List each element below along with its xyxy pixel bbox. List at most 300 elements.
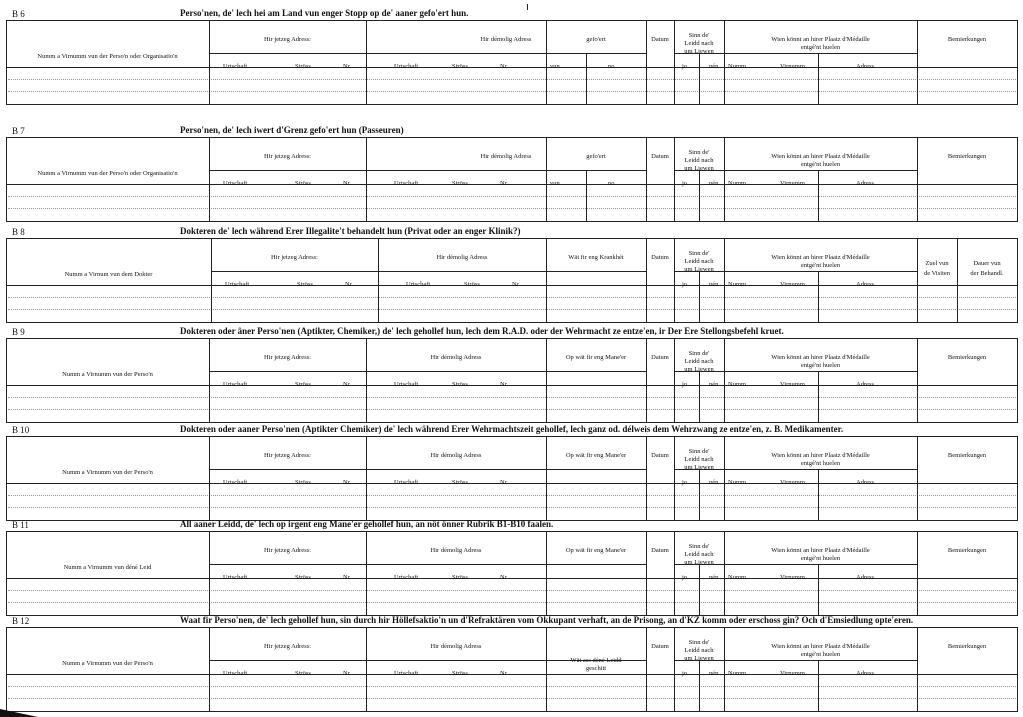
surname-header: Numm <box>728 670 747 677</box>
entry-cell[interactable] <box>647 603 673 614</box>
entry-cell[interactable] <box>212 310 377 321</box>
town-header: Urtschaft <box>394 479 419 486</box>
entry-cell[interactable] <box>7 386 208 397</box>
name-header: Numm a Virnumm vun der Perso'n oder Organisatio'n <box>37 53 178 60</box>
street-header: Ströss <box>452 63 468 70</box>
no-header: nén <box>709 63 719 70</box>
rule-v <box>1017 137 1018 221</box>
duration-l2: der Behandl. <box>970 270 1004 277</box>
entry-cell[interactable] <box>210 579 365 590</box>
entry-cell[interactable] <box>725 675 916 686</box>
section-table <box>6 238 1018 323</box>
entry-cell[interactable] <box>547 591 645 602</box>
entry-cell[interactable] <box>918 92 1016 103</box>
name-header: Numm a Virnumm vun der Perso'n <box>62 371 153 378</box>
entry-cell[interactable] <box>367 209 545 220</box>
entry-cell[interactable] <box>7 579 208 590</box>
entry-cell[interactable] <box>918 675 1016 686</box>
remarks-header: Bemierkungen <box>947 36 987 43</box>
entry-cell[interactable] <box>918 197 1016 208</box>
rule-h <box>6 531 1018 532</box>
entry-cell[interactable] <box>212 298 377 309</box>
entry-cell[interactable] <box>547 68 645 79</box>
entry-cell[interactable] <box>918 603 1016 614</box>
town-header: Urtschaft <box>223 63 248 70</box>
date-header: Datum <box>651 452 669 459</box>
entry-cell[interactable] <box>212 286 377 297</box>
date-header: Datum <box>651 254 669 261</box>
entry-cell[interactable] <box>725 310 916 321</box>
section-title: All aaner Leidd, de' lech op irgent eng Mane'er gehollef hun, an nöt önner Rubrik B1-B10 faalen. <box>180 519 554 529</box>
entry-cell[interactable] <box>547 508 645 519</box>
town-header: Urtschaft <box>394 574 419 581</box>
remarks-header: Bemierkungen <box>947 547 987 554</box>
entry-cell[interactable] <box>647 687 673 698</box>
entry-cell[interactable] <box>367 185 545 196</box>
entry-cell[interactable] <box>725 80 916 91</box>
street-header: Ströss <box>452 670 468 677</box>
section-header <box>6 226 1018 237</box>
entry-cell[interactable] <box>547 675 645 686</box>
entry-cell[interactable] <box>918 508 1016 519</box>
entry-cell[interactable] <box>918 398 1016 409</box>
entry-cell[interactable] <box>547 209 645 220</box>
entry-cell[interactable] <box>647 675 673 686</box>
entry-cell[interactable] <box>918 496 1016 507</box>
entry-cell[interactable] <box>210 591 365 602</box>
remarks-header: Bemierkungen <box>947 452 987 459</box>
surname-header: Numm <box>728 63 747 70</box>
entry-cell[interactable] <box>547 197 645 208</box>
current-address-header: Hir jetzeg Adress: <box>264 643 311 650</box>
medal-l1: Wien könnt an hirer Plaatz d'Médaille <box>771 254 870 261</box>
entry-cell[interactable] <box>675 591 723 602</box>
address-header: Adress <box>856 479 875 486</box>
entry-cell[interactable] <box>210 209 365 220</box>
section-b6 <box>6 8 1018 105</box>
entry-cell[interactable] <box>547 398 645 409</box>
entry-cell[interactable] <box>675 496 723 507</box>
entry-cell[interactable] <box>647 699 673 710</box>
section-title: Waat fir Perso'nen, de' lech gehollef hun, sin durch hir Höllefsaktio'n un d'Refraktären vom Okkupant verhaft, an de Prisong, an d'KZ komm oder erschoss gin? Och d'Emsiedlung opte'eren. <box>180 615 914 625</box>
entry-cell[interactable] <box>7 68 208 79</box>
number-header: Nr <box>500 670 507 677</box>
entry-cell[interactable] <box>675 185 723 196</box>
from-header: vun <box>550 180 560 187</box>
current-address-header: Hir jetzeg Adress: <box>264 36 311 43</box>
rule-h <box>211 271 646 272</box>
entry-cell[interactable] <box>7 310 210 321</box>
entry-cell[interactable] <box>918 209 1016 220</box>
medal-l1: Wien könnt an hirer Plaatz d'Médaille <box>771 643 870 650</box>
remarks-header: Bemierkungen <box>947 153 987 160</box>
entry-cell[interactable] <box>725 68 916 79</box>
entry-cell[interactable] <box>547 80 645 91</box>
entry-cell[interactable] <box>367 687 545 698</box>
section-code: B 11 <box>12 520 29 530</box>
entry-cell[interactable] <box>547 603 645 614</box>
entry-cell[interactable] <box>675 398 723 409</box>
entry-cell[interactable] <box>725 298 916 309</box>
entry-cell[interactable] <box>210 484 365 495</box>
entry-cell[interactable] <box>647 68 673 79</box>
entry-cell[interactable] <box>675 699 723 710</box>
entry-cell[interactable] <box>647 310 673 321</box>
rule-h <box>209 53 646 54</box>
entry-cell[interactable] <box>647 410 673 421</box>
entry-cell[interactable] <box>367 675 545 686</box>
entry-cell[interactable] <box>725 699 916 710</box>
entry-cell[interactable] <box>367 80 545 91</box>
rule-h <box>6 238 1018 239</box>
entry-cell[interactable] <box>647 484 673 495</box>
entry-cell[interactable] <box>725 591 916 602</box>
rule-v <box>1017 20 1018 104</box>
manner-header: Op wät fir eng Mane'er <box>565 452 627 459</box>
entry-cell[interactable] <box>7 484 208 495</box>
street-header: Ströss <box>295 63 311 70</box>
rule-v <box>1017 531 1018 615</box>
firstname-header: Virnumm <box>780 574 805 581</box>
sense-l2: Leidd nach <box>684 551 714 558</box>
town-header: Urtschaft <box>394 381 419 388</box>
entry-cell[interactable] <box>958 298 1016 309</box>
entry-cell[interactable] <box>210 687 365 698</box>
entry-cell[interactable] <box>647 286 673 297</box>
entry-cell[interactable] <box>725 410 916 421</box>
town-header: Urtschaft <box>223 574 248 581</box>
entry-cell[interactable] <box>367 68 545 79</box>
section-code: B 9 <box>12 327 25 337</box>
surname-header: Numm <box>728 574 747 581</box>
entry-cell[interactable] <box>675 484 723 495</box>
current-address-header: Hir jetzeg Adress: <box>264 547 311 554</box>
entry-cell[interactable] <box>7 92 208 103</box>
surname-header: Numm <box>728 381 747 388</box>
entry-cell[interactable] <box>918 386 1016 397</box>
rule-h <box>6 137 1018 138</box>
entry-cell[interactable] <box>547 496 645 507</box>
entry-cell[interactable] <box>7 298 210 309</box>
street-header: Ströss <box>452 574 468 581</box>
entry-cell[interactable] <box>675 410 723 421</box>
address-header: Adress <box>856 670 875 677</box>
rule-h <box>6 221 1018 222</box>
section-b7 <box>6 125 1018 222</box>
entry-cell[interactable] <box>367 197 545 208</box>
former-address-header: Hir démolig Adress <box>430 643 482 650</box>
rule-v <box>1017 627 1018 711</box>
remarks-header: Bemierkungen <box>947 354 987 361</box>
section-header <box>6 326 1018 337</box>
entry-cell[interactable] <box>918 68 1016 79</box>
surname-header: Numm <box>728 180 747 187</box>
entry-cell[interactable] <box>725 92 916 103</box>
visits-l1: Zuel vun <box>925 260 949 267</box>
section-table <box>6 20 1018 105</box>
entry-cell[interactable] <box>647 591 673 602</box>
what-happened-l2: geschitt <box>585 665 607 672</box>
name-header: Numm a Virnumm vun déné Leid <box>63 564 152 571</box>
entry-cell[interactable] <box>647 496 673 507</box>
medal-l2: entgé'nt huelen <box>800 161 841 168</box>
entry-cell[interactable] <box>7 603 208 614</box>
date-header: Datum <box>651 354 669 361</box>
entry-cell[interactable] <box>379 286 545 297</box>
entry-cell[interactable] <box>547 410 645 421</box>
entry-cell[interactable] <box>367 699 545 710</box>
entry-cell[interactable] <box>647 298 673 309</box>
entry-cell[interactable] <box>725 185 916 196</box>
entry-cell[interactable] <box>7 508 208 519</box>
entry-cell[interactable] <box>675 675 723 686</box>
street-header: Ströss <box>297 281 313 288</box>
duration-l1: Dauer vun <box>973 260 1001 267</box>
number-header: Nr <box>500 574 507 581</box>
entry-cell[interactable] <box>210 92 365 103</box>
number-header: Nr <box>343 63 350 70</box>
section-b10 <box>6 424 1018 521</box>
town-header: Urtschaft <box>223 381 248 388</box>
entry-cell[interactable] <box>547 579 645 590</box>
entry-cell[interactable] <box>647 386 673 397</box>
section-header <box>6 519 1018 530</box>
sense-l1: Sinn de' <box>688 149 710 156</box>
no-header: nén <box>709 670 719 677</box>
section-code: B 7 <box>12 126 25 136</box>
entry-cell[interactable] <box>210 508 365 519</box>
number-header: Nr <box>343 479 350 486</box>
address-header: Adress <box>856 281 875 288</box>
rule-h <box>6 436 1018 437</box>
no-header: nén <box>709 479 719 486</box>
address-header: Adress <box>856 381 875 388</box>
no-header: nén <box>709 180 719 187</box>
no-header: nén <box>709 574 719 581</box>
entry-cell[interactable] <box>367 508 545 519</box>
entry-cell[interactable] <box>647 80 673 91</box>
what-happened-l1: Wät ass déné Leidd <box>570 657 622 664</box>
entry-cell[interactable] <box>7 410 208 421</box>
entry-cell[interactable] <box>675 197 723 208</box>
entry-cell[interactable] <box>367 484 545 495</box>
entry-cell[interactable] <box>367 496 545 507</box>
medal-l2: entgé'nt huelen <box>800 460 841 467</box>
entry-cell[interactable] <box>547 699 645 710</box>
entry-cell[interactable] <box>647 92 673 103</box>
firstname-header: Virnumm <box>780 180 805 187</box>
entry-cell[interactable] <box>675 209 723 220</box>
entry-cell[interactable] <box>379 310 545 321</box>
number-header: Nr <box>345 281 352 288</box>
entry-cell[interactable] <box>7 80 208 91</box>
entry-cell[interactable] <box>725 398 916 409</box>
entry-cell[interactable] <box>958 286 1016 297</box>
entry-cell[interactable] <box>647 185 673 196</box>
medal-l2: entgé'nt huelen <box>800 262 841 269</box>
section-title: Perso'nen, de' lech iwert d'Grenz gefo'ert hun (Passeuren) <box>180 125 404 135</box>
street-header: Ströss <box>295 180 311 187</box>
address-header: Adress <box>856 63 875 70</box>
entry-cell[interactable] <box>547 386 645 397</box>
entry-cell[interactable] <box>675 286 723 297</box>
entry-cell[interactable] <box>647 197 673 208</box>
entry-cell[interactable] <box>547 185 645 196</box>
number-header: Nr <box>512 281 519 288</box>
medal-l2: entgé'nt huelen <box>800 555 841 562</box>
from-header: vun <box>550 63 560 70</box>
entry-cell[interactable] <box>547 687 645 698</box>
town-header: Urtschaft <box>223 479 248 486</box>
entry-cell[interactable] <box>7 209 208 220</box>
entry-cell[interactable] <box>7 687 208 698</box>
entry-cell[interactable] <box>675 68 723 79</box>
entry-cell[interactable] <box>379 298 545 309</box>
street-header: Ströss <box>452 180 468 187</box>
entry-cell[interactable] <box>210 675 365 686</box>
former-address-header: Hir démolig Adress <box>430 452 482 459</box>
entry-cell[interactable] <box>725 603 916 614</box>
street-header: Ströss <box>295 574 311 581</box>
entry-cell[interactable] <box>210 410 365 421</box>
entry-cell[interactable] <box>7 185 208 196</box>
street-header: Ströss <box>295 479 311 486</box>
sense-l3: um Liewen <box>684 165 714 172</box>
entry-cell[interactable] <box>7 496 208 507</box>
entry-cell[interactable] <box>725 508 916 519</box>
entry-cell[interactable] <box>367 591 545 602</box>
entry-cell[interactable] <box>367 398 545 409</box>
number-header: Nr <box>343 180 350 187</box>
entry-cell[interactable] <box>918 484 1016 495</box>
entry-cell[interactable] <box>918 687 1016 698</box>
entry-cell[interactable] <box>547 484 645 495</box>
street-header: Ströss <box>295 381 311 388</box>
entry-cell[interactable] <box>675 508 723 519</box>
medal-l2: entgé'nt huelen <box>800 44 841 51</box>
town-header: Urtschaft <box>394 180 419 187</box>
entry-cell[interactable] <box>7 591 208 602</box>
entry-cell[interactable] <box>918 410 1016 421</box>
entry-cell[interactable] <box>7 675 208 686</box>
former-address-header: Hir démolig Adress <box>480 153 532 160</box>
entry-cell[interactable] <box>918 185 1016 196</box>
entry-cell[interactable] <box>647 398 673 409</box>
entry-cell[interactable] <box>675 603 723 614</box>
entry-cell[interactable] <box>367 386 545 397</box>
sense-l1: Sinn de' <box>688 250 710 257</box>
entry-cell[interactable] <box>7 398 208 409</box>
no-header: nén <box>709 281 719 288</box>
surname-header: Numm <box>728 479 747 486</box>
illness-header: Wät fir eng Krankhét <box>568 254 624 261</box>
sense-l1: Sinn de' <box>688 32 710 39</box>
entry-cell[interactable] <box>210 398 365 409</box>
entry-cell[interactable] <box>725 484 916 495</box>
entry-cell[interactable] <box>675 298 723 309</box>
entry-cell[interactable] <box>210 699 365 710</box>
former-address-header: Hir démolig Adress <box>436 254 488 261</box>
sense-l2: Leidd nach <box>684 258 714 265</box>
entry-cell[interactable] <box>675 310 723 321</box>
entry-cell[interactable] <box>210 68 365 79</box>
number-header: Nr <box>343 574 350 581</box>
section-header <box>6 615 1018 626</box>
entry-cell[interactable] <box>367 92 545 103</box>
entry-cell[interactable] <box>918 699 1016 710</box>
entry-cell[interactable] <box>210 386 365 397</box>
entry-cell[interactable] <box>675 386 723 397</box>
entry-cell[interactable] <box>958 310 1016 321</box>
town-header: Urtschaft <box>406 281 431 288</box>
entry-cell[interactable] <box>210 496 365 507</box>
entry-cell[interactable] <box>7 286 210 297</box>
current-address-header: Hir jetzeg Adress: <box>271 254 318 261</box>
town-header: Urtschaft <box>394 670 419 677</box>
rule-h <box>209 371 646 372</box>
entry-cell[interactable] <box>675 687 723 698</box>
entry-cell[interactable] <box>547 298 645 309</box>
entry-cell[interactable] <box>918 80 1016 91</box>
entry-cell[interactable] <box>918 310 956 321</box>
entry-cell[interactable] <box>725 687 916 698</box>
entry-cell[interactable] <box>367 410 545 421</box>
rule-h <box>6 627 1018 628</box>
entry-cell[interactable] <box>647 508 673 519</box>
entry-cell[interactable] <box>210 80 365 91</box>
entry-cell[interactable] <box>210 197 365 208</box>
entry-cell[interactable] <box>918 286 956 297</box>
entry-cell[interactable] <box>918 579 1016 590</box>
entry-cell[interactable] <box>675 92 723 103</box>
entry-cell[interactable] <box>367 603 545 614</box>
rule-v <box>1017 238 1018 322</box>
entry-cell[interactable] <box>547 310 645 321</box>
town-header: Urtschaft <box>225 281 250 288</box>
medal-l1: Wien könnt an hirer Plaatz d'Médaille <box>771 354 870 361</box>
entry-cell[interactable] <box>210 603 365 614</box>
entry-cell[interactable] <box>675 579 723 590</box>
sense-l3: um Liewen <box>684 464 714 471</box>
entry-cell[interactable] <box>725 197 916 208</box>
entry-cell[interactable] <box>725 386 916 397</box>
entry-cell[interactable] <box>547 92 645 103</box>
yes-header: jo <box>682 63 688 70</box>
sense-l2: Leidd nach <box>684 157 714 164</box>
entry-cell[interactable] <box>918 298 956 309</box>
entry-cell[interactable] <box>647 209 673 220</box>
number-header: Nr <box>343 381 350 388</box>
firstname-header: Virnumm <box>780 381 805 388</box>
surname-header: Numm <box>728 281 747 288</box>
entry-cell[interactable] <box>547 286 645 297</box>
sense-l2: Leidd nach <box>684 358 714 365</box>
entry-cell[interactable] <box>725 286 916 297</box>
street-header: Ströss <box>464 281 480 288</box>
entry-cell[interactable] <box>725 209 916 220</box>
entry-cell[interactable] <box>725 496 916 507</box>
entry-cell[interactable] <box>675 80 723 91</box>
entry-cell[interactable] <box>647 579 673 590</box>
section-table <box>6 531 1018 616</box>
entry-cell[interactable] <box>367 579 545 590</box>
entry-cell[interactable] <box>7 197 208 208</box>
entry-cell[interactable] <box>725 579 916 590</box>
entry-cell[interactable] <box>918 591 1016 602</box>
entry-cell[interactable] <box>210 185 365 196</box>
form-page <box>6 4 1018 710</box>
sense-l1: Sinn de' <box>688 543 710 550</box>
